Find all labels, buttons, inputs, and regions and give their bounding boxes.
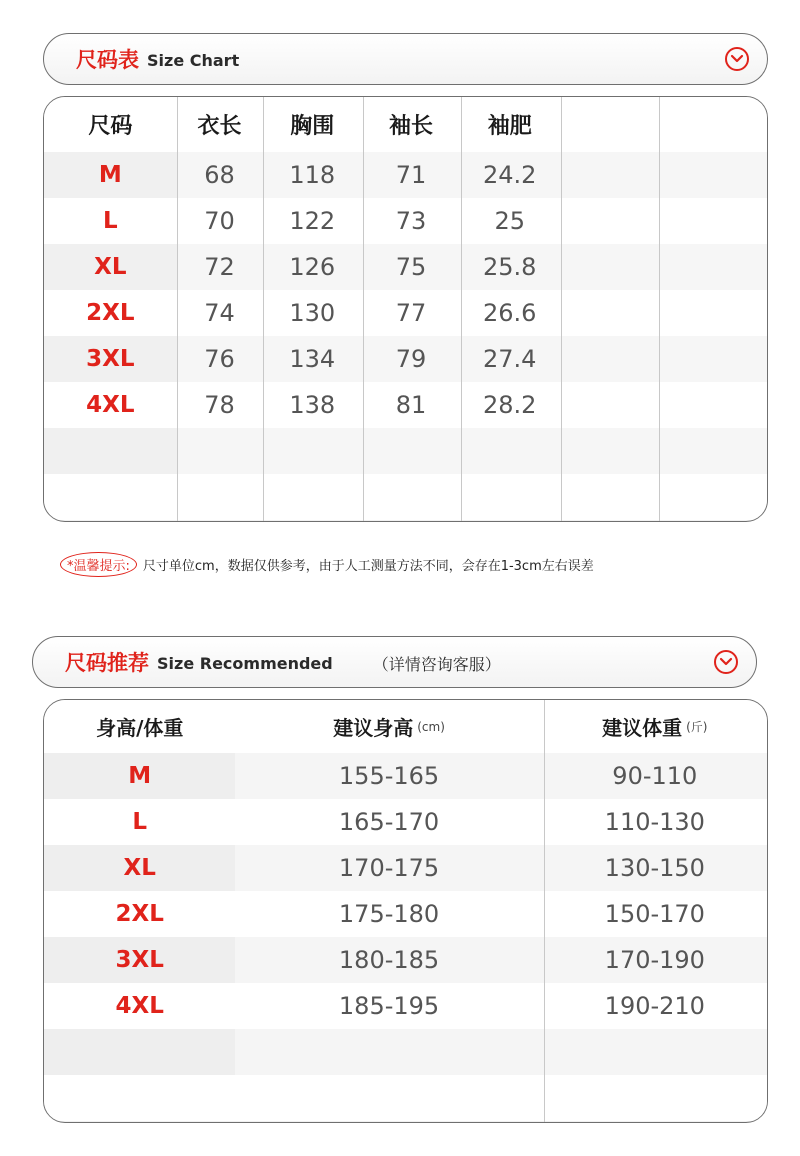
size-chart-header-cell: 尺码	[88, 114, 133, 139]
size-label: M	[44, 152, 177, 198]
size-label: XL	[44, 244, 177, 290]
size-chart-empty-cell	[560, 336, 658, 382]
size-chart-empty-cell	[362, 428, 460, 474]
size-chart-header-cell: 袖肥	[487, 114, 532, 139]
recommend-size-label: M	[44, 753, 235, 799]
recommend-row	[44, 983, 767, 1029]
tip-badge: *温馨提示:	[60, 552, 137, 577]
recommend-size-label: 3XL	[44, 937, 235, 983]
recommend-value: 150-170	[543, 891, 767, 937]
recommend-row	[44, 937, 767, 983]
recommend-empty-cell	[235, 1075, 542, 1121]
size-chart-empty-cell	[657, 152, 767, 198]
column-divider	[363, 97, 364, 521]
size-chart-header-cell: 袖长	[388, 114, 433, 139]
recommend-header-label: 建议体重	[602, 716, 683, 740]
column-divider	[263, 97, 264, 521]
size-chart-header-empty	[560, 97, 658, 152]
size-chart-value: 126	[262, 244, 362, 290]
recommend-row	[44, 753, 767, 799]
recommend-empty-cell	[543, 1029, 767, 1075]
size-chart-empty-cell	[657, 428, 767, 474]
size-chart-empty-cell	[657, 198, 767, 244]
recommend-value: 90-110	[543, 753, 767, 799]
measurement-tip	[60, 552, 594, 577]
size-chart-empty-cell	[177, 474, 263, 520]
column-divider	[561, 97, 562, 521]
recommend-row	[44, 845, 767, 891]
size-chart-value: 81	[362, 382, 460, 428]
recommend-value: 170-190	[543, 937, 767, 983]
size-chart-empty-cell	[560, 428, 658, 474]
size-chart-empty-cell	[560, 244, 658, 290]
recommend-size-label: XL	[44, 845, 235, 891]
size-chart-value: 76	[177, 336, 263, 382]
size-chart-empty-cell	[362, 474, 460, 520]
size-chart-title: 尺码表	[76, 48, 139, 72]
column-divider	[461, 97, 462, 521]
size-chart-value: 68	[177, 152, 263, 198]
tip-text: 尺寸单位cm，数据仅供参考，由于人工测量方法不同，会存在1-3cm左右误差	[142, 559, 594, 574]
size-chart-value: 72	[177, 244, 263, 290]
size-chart-empty-cell	[262, 428, 362, 474]
recommend-value: 165-170	[235, 799, 542, 845]
size-chart-bar[interactable]	[43, 33, 768, 85]
column-divider	[177, 97, 178, 521]
recommend-empty-cell	[235, 1029, 542, 1075]
recommend-value: 155-165	[235, 753, 542, 799]
size-chart-empty-cell	[560, 290, 658, 336]
recommend-row	[44, 1075, 767, 1121]
recommend-header-cell	[543, 700, 767, 753]
recommend-header-unit: (cm)	[417, 719, 445, 734]
size-chart-value: 79	[362, 336, 460, 382]
recommend-value: 190-210	[543, 983, 767, 1029]
size-chart-empty-cell	[44, 474, 177, 520]
chevron-down-icon[interactable]	[725, 47, 749, 71]
size-chart-value: 138	[262, 382, 362, 428]
size-chart-header-cell: 衣长	[197, 114, 242, 139]
recommend-header-label: 建议身高	[333, 716, 414, 740]
size-chart-empty-cell	[560, 382, 658, 428]
size-chart-value: 71	[362, 152, 460, 198]
size-chart-empty-cell	[460, 474, 560, 520]
size-chart-empty-cell	[657, 382, 767, 428]
size-chart-value: 74	[177, 290, 263, 336]
size-chart-value: 78	[177, 382, 263, 428]
size-chart-header-empty	[657, 97, 767, 152]
size-chart-value: 130	[262, 290, 362, 336]
column-divider	[659, 97, 660, 521]
size-chart-value: 70	[177, 198, 263, 244]
size-chart-empty-cell	[560, 474, 658, 520]
size-chart-empty-cell	[657, 290, 767, 336]
size-chart-header-cell: 胸围	[290, 114, 335, 139]
size-chart-value: 73	[362, 198, 460, 244]
recommend-header-cell	[235, 700, 542, 753]
size-label: 4XL	[44, 382, 177, 428]
recommend-value: 170-175	[235, 845, 542, 891]
recommend-header-unit: (斤)	[686, 720, 708, 734]
recommend-header-cell	[44, 700, 235, 753]
size-chart-empty-cell	[177, 428, 263, 474]
size-chart-empty-cell	[44, 428, 177, 474]
size-chart-value: 24.2	[460, 152, 560, 198]
size-label: 2XL	[44, 290, 177, 336]
size-recommend-subtitle: Size Recommended	[157, 654, 333, 673]
size-chart-value: 27.4	[460, 336, 560, 382]
size-recommend-note: （详情咨询客服）	[372, 655, 501, 674]
recommend-value: 185-195	[235, 983, 542, 1029]
recommend-size-label: L	[44, 799, 235, 845]
size-chart-value: 75	[362, 244, 460, 290]
size-chart-empty-cell	[657, 336, 767, 382]
recommend-value: 130-150	[543, 845, 767, 891]
chevron-down-icon[interactable]	[714, 650, 738, 674]
recommend-empty-cell	[543, 1075, 767, 1121]
size-chart-empty-cell	[657, 474, 767, 520]
size-chart-value: 118	[262, 152, 362, 198]
size-chart-value: 28.2	[460, 382, 560, 428]
recommend-row	[44, 1029, 767, 1075]
recommend-header-row	[44, 700, 767, 753]
size-label: L	[44, 198, 177, 244]
size-chart-empty-cell	[657, 244, 767, 290]
column-divider	[544, 700, 545, 1122]
size-chart-value: 122	[262, 198, 362, 244]
size-chart-value: 25.8	[460, 244, 560, 290]
recommend-row	[44, 891, 767, 937]
size-chart-empty-cell	[262, 474, 362, 520]
recommend-size-label: 4XL	[44, 983, 235, 1029]
recommend-value: 180-185	[235, 937, 542, 983]
size-chart-value: 26.6	[460, 290, 560, 336]
recommend-value: 175-180	[235, 891, 542, 937]
size-chart-value: 25	[460, 198, 560, 244]
recommend-empty-cell	[44, 1029, 235, 1075]
size-recommend-table	[43, 699, 768, 1123]
recommend-value: 110-130	[543, 799, 767, 845]
size-label: 3XL	[44, 336, 177, 382]
size-chart-empty-cell	[560, 152, 658, 198]
recommend-row	[44, 799, 767, 845]
recommend-header-label: 身高/体重	[96, 716, 184, 740]
size-recommend-bar[interactable]	[32, 636, 757, 688]
size-chart-table	[43, 96, 768, 522]
size-chart-empty-cell	[560, 198, 658, 244]
size-chart-empty-cell	[460, 428, 560, 474]
size-chart-value: 77	[362, 290, 460, 336]
size-recommend-title: 尺码推荐	[65, 651, 149, 675]
size-chart-subtitle: Size Chart	[147, 51, 240, 70]
recommend-empty-cell	[44, 1075, 235, 1121]
size-chart-value: 134	[262, 336, 362, 382]
recommend-size-label: 2XL	[44, 891, 235, 937]
